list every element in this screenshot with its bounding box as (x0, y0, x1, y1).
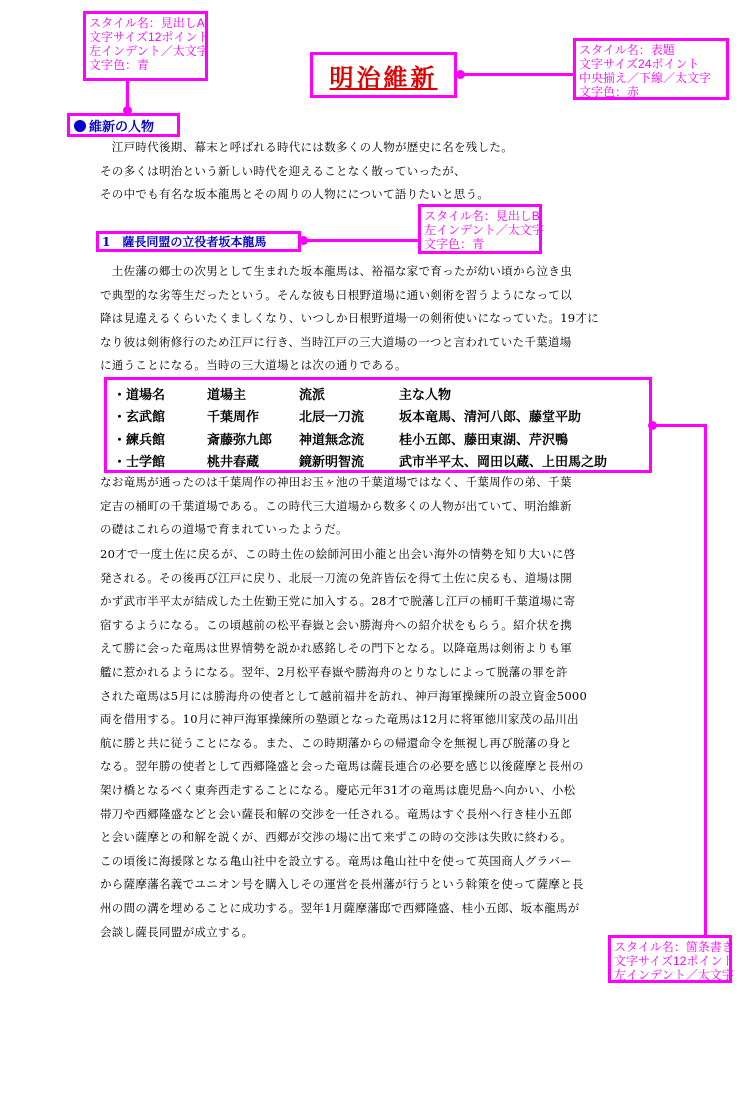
paragraph-2 (100, 471, 700, 542)
bullet-cell: 桂小五郎、藤田東湖、芹沢鴨 (399, 432, 569, 448)
bullet-cell: 桃井春蔵 (207, 455, 260, 471)
connector-line (461, 73, 573, 76)
text-line: された竜馬は5月には勝海舟の使者として越前福井を訪れ、神戸海軍操練所の設立資金5000 (100, 688, 588, 703)
bullet-cell: 道場主 (207, 387, 247, 403)
text-line: 宿するようになる。この頃越前の松平春嶽と会い勝海舟への紹介状をもらう。紹介状を携 (100, 617, 572, 632)
paragraph-1 (100, 260, 700, 378)
callout-heading-b (418, 204, 542, 254)
bullet-cell: 鏡新明智流 (299, 455, 365, 471)
text-line: に通うことになる。当時の三大道場とは次の通りである。 (100, 358, 407, 373)
heading-b: 1 薩長同盟の立役者坂本龍馬 (102, 235, 267, 249)
callout-line: 左インデント／太文字 (424, 223, 544, 237)
intro-paragraph (100, 136, 700, 207)
text-line: 会談し薩長同盟が成立する。 (100, 924, 254, 939)
connector-dot (456, 70, 465, 79)
bullet-cell: ・道場名 (113, 387, 166, 403)
text-line: えて勝に会った竜馬は世界情勢を説かれ感銘しその門下となる。以降竜馬は剣術よりも軍 (100, 641, 572, 656)
text-line: の礎はこれらの道場で育まれていったようだ。 (100, 522, 348, 537)
callout-line: スタイル名：見出しB (424, 209, 540, 223)
bullet-cell: 武市半平太、岡田以蔵、上田馬之助 (399, 455, 608, 471)
text-line: 両を借用する。10月に神戸海軍操練所の塾頭となった竜馬は12月に将軍徳川家茂の品川出 (100, 712, 579, 727)
text-line: 定吉の桶町の千葉道場である。この時代三大道場から数多くの人物が出ていて、明治維新 (100, 498, 572, 513)
bullet-cell: 斎藤弥九郎 (207, 432, 273, 448)
text-line: と会い薩摩との和解を説くが、西郷が交渉の場に出て来ずこの時の交渉は失敗に終わる。 (100, 830, 572, 845)
heading-a (74, 116, 154, 135)
bullet-cell: 千葉周作 (207, 410, 260, 426)
bullet-cell: 北辰一刀流 (299, 410, 365, 426)
text-line: 20才で一度土佐に戻るが、この時土佐の絵師河田小龍と出会い海外の情勢を知り大いに啓 (100, 547, 576, 561)
text-line: 架け橋となるべく東奔西走することになる。慶応元年31才の竜馬は鹿児島へ向かい、小松 (100, 782, 576, 797)
heading-a-text: 維新の人物 (89, 119, 155, 135)
connector-line (654, 424, 707, 427)
callout-line: スタイル名：見出しA (89, 16, 205, 30)
text-line: 航に勝と共に従うことになる。また、この時期藩からの帰還命令を無視し再び脱藩の身と (100, 735, 572, 750)
bullet-cell: ・練兵館 (113, 432, 166, 448)
bullet-cell: 主な人物 (399, 387, 452, 403)
bullet-cell: 神道無念流 (299, 432, 365, 448)
text-line: なり彼は剣術修行のため江戸に行き、当時江戸の三大道場の一つと言われていた千葉道場 (100, 334, 572, 349)
callout-line: 文字色：赤 (579, 85, 640, 99)
text-line: から薩摩藩名義でユニオン号を購入しその運営を長州藩が行うという斡策を使って薩摩と長 (100, 877, 584, 892)
bullet-cell: ・士学館 (113, 455, 166, 471)
connector-line (704, 424, 707, 935)
text-line: なる。翌年勝の使者として西郷隆盛と会った竜馬は薩長連合の必要を感じ以後薩摩と長州の (100, 759, 584, 774)
callout-line: 文字色：青 (424, 237, 485, 251)
bullet-circle-icon (74, 120, 86, 132)
bullet-cell: 流派 (299, 387, 326, 403)
connector-line (305, 239, 418, 242)
document-title-box (310, 52, 457, 98)
callout-line: 中央揃え／下線／太文字 (579, 71, 712, 85)
heading-a-box (67, 113, 180, 137)
text-line: 艦に惹かれるようになる。翌年、2月松平春嶽や勝海舟のとりなしによって脱藩の罪を許 (100, 664, 568, 679)
callout-line: 文字サイズ12ポイント (89, 30, 210, 44)
callout-line: スタイル名：箇条書き (614, 940, 734, 954)
text-line: この頃後に海援隊となる亀山社中を設立する。竜馬は亀山社中を使って英国商人グラバー (100, 853, 572, 868)
text-line: 州の間の溝を埋めることに成功する。翌年1月薩摩藩邸で西郷隆盛、桂小五郎、坂本龍馬が (100, 900, 580, 915)
document-title: 明治維新 (329, 62, 438, 92)
callout-line: 文字サイズ12ポイント (614, 954, 735, 968)
bullet-row (113, 405, 643, 428)
text-line: で典型的な劣等生だったという。そんな彼も日根野道場に通い剣術を習うようになって以 (100, 287, 572, 302)
callout-bullets (608, 935, 735, 983)
bullet-row (113, 450, 643, 473)
callout-heading-a (83, 11, 208, 81)
callout-title (573, 38, 729, 100)
callout-line: 文字サイズ24ポイント (579, 57, 700, 71)
text-line: 江戸時代後期、幕末と呼ばれる時代には数多くの人物が歴史に名を残した。 (100, 140, 513, 154)
callout-line: 左インデント／太文字 (89, 44, 209, 58)
text-line: なお竜馬が通ったのは千葉周作の神田お玉ヶ池の千葉道場ではなく、千葉周作の弟、千葉 (100, 475, 572, 489)
callout-line: 文字色：青 (89, 58, 150, 72)
text-line: 帯刀や西郷隆盛などと会い薩長和解の交渉を一任される。竜馬はすぐ長州へ行き桂小五郎 (100, 806, 572, 821)
bullet-list (104, 377, 652, 473)
bullet-cell: 坂本竜馬、清河八郎、藤堂平助 (399, 410, 582, 426)
text-line: 土佐藩の郷士の次男として生まれた坂本龍馬は、裕福な家で育ったが幼い頃から泣き虫 (100, 264, 572, 278)
text-line: その中でも有名な坂本龍馬とその周りの人物にについて語りたいと思う。 (100, 187, 490, 202)
callout-line: スタイル名：表題 (579, 43, 675, 57)
callout-line: 左インデント／太文字 (614, 968, 734, 982)
text-line: その多くは明治という新しい時代を迎えることなく散っていったが、 (100, 163, 466, 178)
bullet-row (113, 427, 643, 450)
paragraph-3 (100, 543, 700, 944)
bullet-row-header (113, 382, 643, 405)
text-line: かず武市半平太が結成した土佐勤王党に加入する。28才で脱藩し江戸の桶町千葉道場に寄 (100, 594, 576, 609)
heading-b-box (96, 231, 301, 252)
bullet-cell: ・玄武館 (113, 410, 166, 426)
text-line: 発される。その後再び江戸に戻り、北辰一刀流の免許皆伝を得て土佐に戻るも、道場は開 (100, 570, 572, 585)
text-line: 降は見違えるくらいたくましくなり、いつしか日根野道場一の剣術使いになっていた。19才に (100, 311, 600, 326)
